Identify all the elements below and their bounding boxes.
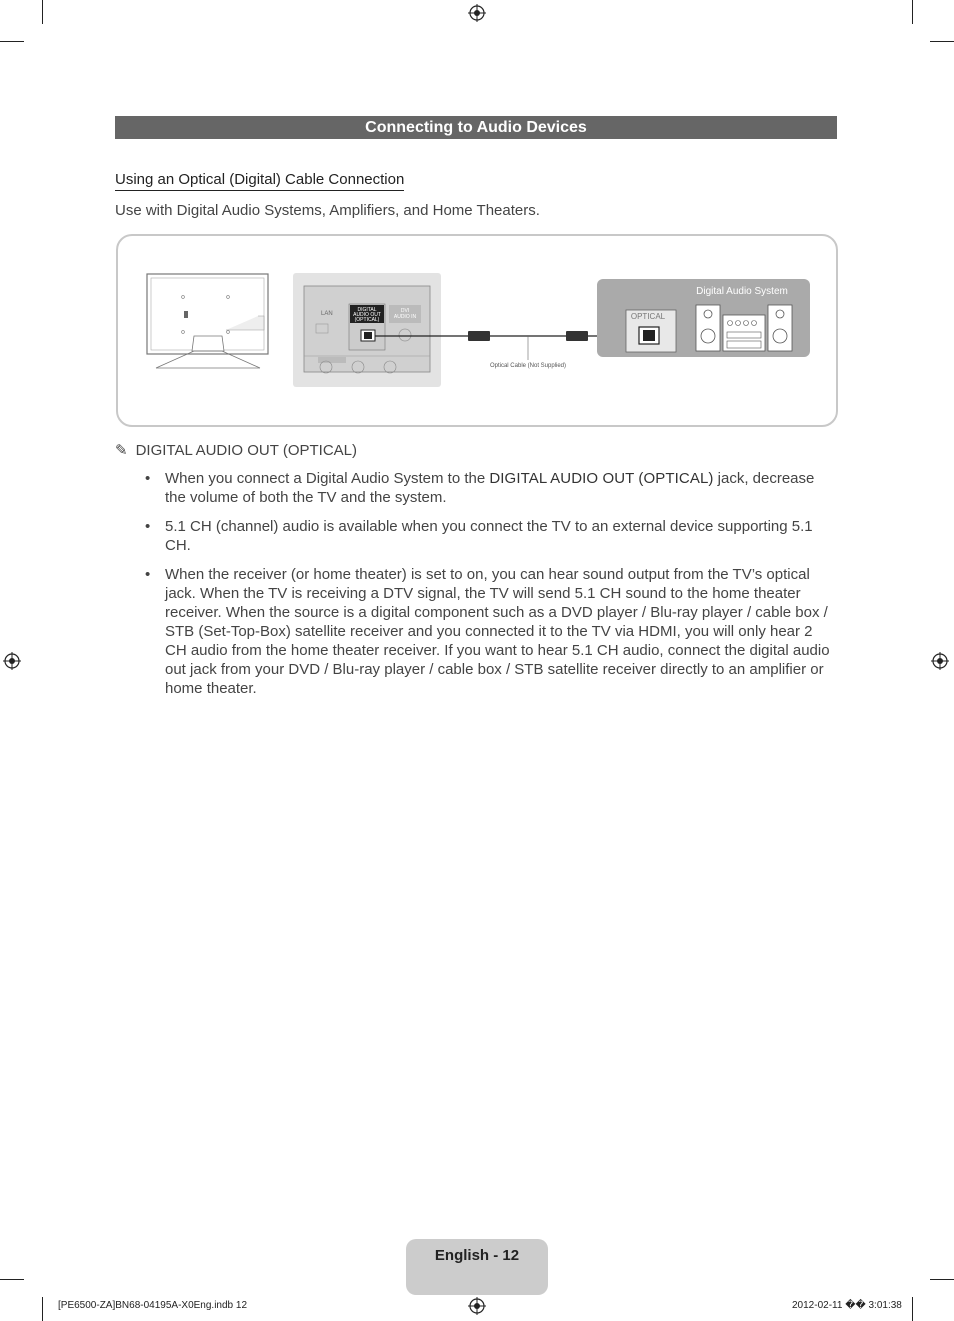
dvi-label: DVI [400,308,410,314]
crop-mark [912,0,913,24]
page-number-tab: English - 12 [406,1239,548,1295]
registration-mark-icon [468,1297,486,1315]
list-item: • When the receiver (or home theater) is set to on, you can hear sound output from the TV’s optical jack. When the TV is receiving a DTV signal, the TV will send 5.1 CH sound to the home theater receiver. When the source is a digital component such as a DVD player / Blu-ray player / cable box / STB (Set-Top-Box) satellite receiver and you connected it to the TV via HDMI, you will only hear 2 CH audio from the home theater receiver. If you want to hear 5.1 CH audio, connect the digital audio out jack from your DVD / Blu-ray player / cable box / STB satellite receiver directly to an amplifier or home theater. [145,565,835,698]
crop-mark [930,41,954,42]
svg-text:AUDIO IN: AUDIO IN [393,314,417,320]
connection-illustration [118,236,836,425]
intro-text: Use with Digital Audio Systems, Amplifiers, and Home Theaters. [115,202,540,219]
audio-system-label: Digital Audio System [696,286,788,297]
crop-mark [930,1279,954,1280]
crop-mark [42,0,43,24]
jack-term: DIGITAL AUDIO OUT (OPTICAL) [489,470,714,487]
registration-mark-icon [468,4,486,22]
crop-mark [912,1297,913,1321]
tv-jack-panel [293,273,441,387]
footer-file-info: [PE6500-ZA]BN68-04195A-X0Eng.indb 12 [58,1300,248,1311]
note-bullet-list [145,469,835,708]
list-item: • 5.1 CH (channel) audio is available when you connect the TV to an external device supporting 5.1 CH. [145,517,835,555]
crop-mark [0,1279,24,1280]
crop-mark [0,41,24,42]
note-title-text: DIGITAL AUDIO OUT (OPTICAL) [135,442,357,459]
footer-timestamp: 2012-02-11 �� 3:01:38 [792,1300,902,1311]
note-pencil-icon: ✎ [115,442,128,459]
cable-caption: Optical Cable (Not Supplied) [489,363,567,369]
section-title: Connecting to Audio Devices [115,116,837,139]
subheading: Using an Optical (Digital) Cable Connection [115,171,404,191]
crop-mark [42,1297,43,1321]
list-item: • When you connect a Digital Audio System to the DIGITAL AUDIO OUT (OPTICAL) jack, decrease the volume of both the TV and the system. [145,469,835,507]
lan-label: LAN [321,311,333,317]
svg-text:(OPTICAL): (OPTICAL) [354,317,380,323]
svg-text:AUDIO OUT: AUDIO OUT [353,312,381,318]
registration-mark-icon [3,652,21,670]
digital-audio-system-icon [597,279,810,357]
tv-back-icon [147,274,268,368]
registration-mark-icon [931,652,949,670]
optical-out-label: DIGITAL [357,307,377,313]
optical-in-label: OPTICAL [630,312,666,321]
note-title [115,441,357,459]
connection-diagram [116,234,838,427]
